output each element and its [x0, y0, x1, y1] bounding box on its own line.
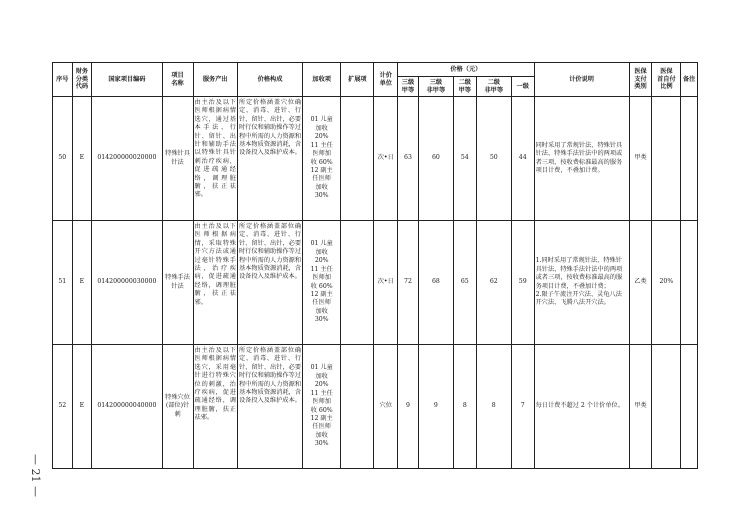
header-price-tier-3b: 三级 非甲等: [418, 77, 453, 97]
cell-service-output: 由主治及以下医师根据病情选穴，通过基本手法、行针、留针、出针和辅助手法以特殊针具针刺治疗疾病，促进疏通经络，调理脏腑，扶正祛邪。: [193, 97, 237, 221]
cell-remarks: [681, 97, 698, 221]
cell-price-tier-2b: 50: [476, 97, 511, 221]
header-seq: 序号: [53, 63, 73, 97]
cell-seq: 52: [53, 345, 73, 469]
cell-price-tier-1: 59: [511, 221, 534, 345]
cell-insurance-ratio: 20%: [652, 221, 681, 345]
cell-seq: 51: [53, 221, 73, 345]
header-remarks: 备注: [681, 63, 698, 97]
header-insurance-category: 医保 支付 类别: [629, 63, 652, 97]
cell-price-tier-3b: 68: [418, 221, 453, 345]
cell-item-name: 特殊穴位(部位)针刺: [162, 345, 193, 469]
cell-price-tier-1: 7: [511, 345, 534, 469]
table-row: [53, 97, 698, 221]
header-pricing-note: 计价说明: [534, 63, 629, 97]
header-service-output: 服务产出: [193, 63, 237, 97]
header-insurance-ratio: 医保 首自付 比例: [652, 63, 681, 97]
cell-price-tier-3b: 9: [418, 345, 453, 469]
cell-remarks: [681, 221, 698, 345]
header-price-tier-2b: 二级 非甲等: [476, 77, 511, 97]
page-number: — 21 —: [29, 453, 42, 497]
table-row: [53, 345, 698, 469]
header-price-tier-2a: 二级 甲等: [453, 77, 476, 97]
cell-price-tier-2b: 8: [476, 345, 511, 469]
cell-insurance-category: 乙类: [629, 221, 652, 345]
header-price-group: 价格（元）: [398, 63, 534, 77]
cell-price-tier-2a: 8: [453, 345, 476, 469]
header-national-code: 国家项目编码: [92, 63, 162, 97]
header-price-tier-1: 一级: [511, 77, 534, 97]
cell-finance-code: E: [72, 221, 92, 345]
cell-price-tier-2a: 54: [453, 97, 476, 221]
cell-price-tier-3a: 63: [398, 97, 419, 221]
cell-pricing-note: 1.同时采用了常规针法、特殊针具针法、特殊手法针法中的两项或者三项，按收费标准最高的服务项目计费，不叠加计费； 2.限子午流注开穴法、灵龟八法开穴法、飞腾八法开穴法。: [534, 221, 629, 345]
header-finance-code: 财务 分类 代码: [72, 63, 92, 97]
cell-price-composition: 所定价格涵盖部位确定、消毒、进针、行针、留针、出针，必要时行仪和辅助操作等过程中所需的人力资源和基本物质资源消耗，含设备投入及维护成本。: [237, 345, 302, 469]
cell-national-code: 014200000030000: [92, 221, 162, 345]
cell-pricing-unit: 穴位: [374, 345, 398, 469]
cell-finance-code: E: [72, 345, 92, 469]
cell-price-tier-1: 44: [511, 97, 534, 221]
cell-remarks: [681, 345, 698, 469]
cell-national-code: 014200000020000: [92, 97, 162, 221]
cell-pricing-note: 同时采用了常规针法、特殊针具针法、特殊手法针法中的两项或者三项，按收费标准最高的服务项目计费，不叠加计费。: [534, 97, 629, 221]
cell-price-tier-2b: 62: [476, 221, 511, 345]
header-item-name: 项目 名称: [162, 63, 193, 97]
cell-insurance-category: 甲类: [629, 345, 652, 469]
cell-insurance-ratio: [652, 97, 681, 221]
cell-service-output: 由主治及以下医师根据病情，采取特殊开穴方法或通过毫针特殊手法，治疗疾病，促进疏通经络，调理脏腑，扶正祛邪。: [193, 221, 237, 345]
cell-item-name: 特殊针具针法: [162, 97, 193, 221]
cell-price-composition: 所定价格涵盖部位确定、消毒、进针、行针、留针、出针，必要时行仪和辅助操作等过程中所需的人力资源和基本物质资源消耗，含设备投入及维护成本。: [237, 221, 302, 345]
cell-price-tier-3a: 72: [398, 221, 419, 345]
cell-pricing-note: 每日计费不超过 2 个计价单位。: [534, 345, 629, 469]
cell-insurance-ratio: [652, 345, 681, 469]
header-price-tier-3a: 三级 甲等: [398, 77, 419, 97]
cell-service-output: 由主治及以下医师根据病情选穴，采用毫针进行特殊穴位的刺激，治疗疾病，促进疏通经络，调理脏腑，扶正祛邪。: [193, 345, 237, 469]
cell-pricing-unit: 次•日: [374, 221, 398, 345]
cell-price-tier-2a: 65: [453, 221, 476, 345]
cell-extension: [341, 97, 374, 221]
header-price-composition: 价格构成: [237, 63, 302, 97]
cell-addon: 01 儿童 加收 20% 11 主任 医师加 收 60% 12 副主 任医师 加收 30%: [303, 97, 341, 221]
table-row: [53, 221, 698, 345]
price-table: [52, 62, 698, 469]
cell-extension: [341, 221, 374, 345]
cell-seq: 50: [53, 97, 73, 221]
cell-price-tier-3b: 60: [418, 97, 453, 221]
cell-insurance-category: 甲类: [629, 97, 652, 221]
header-pricing-unit: 计价 单位: [374, 63, 398, 97]
cell-addon: 01 儿童 加收 20% 11 主任 医师加 收 60% 12 副主 任医师 加收 30%: [303, 345, 341, 469]
cell-addon: 01 儿童 加收 20% 11 主任 医师加 收 60% 12 副主 任医师 加收 30%: [303, 221, 341, 345]
header-addon: 加收项: [303, 63, 341, 97]
cell-finance-code: E: [72, 97, 92, 221]
cell-price-composition: 所定价格涵盖穴位确定、消毒、进针、行针、留针、出针，必要时行仪和辅助操作等过程中所需的人力资源和基本物质资源消耗，含设备投入及维护成本。: [237, 97, 302, 221]
cell-price-tier-3a: 9: [398, 345, 419, 469]
cell-pricing-unit: 次•日: [374, 97, 398, 221]
cell-extension: [341, 345, 374, 469]
header-extension: 扩展项: [341, 63, 374, 97]
cell-item-name: 特殊手法针法: [162, 221, 193, 345]
cell-national-code: 014200000040000: [92, 345, 162, 469]
